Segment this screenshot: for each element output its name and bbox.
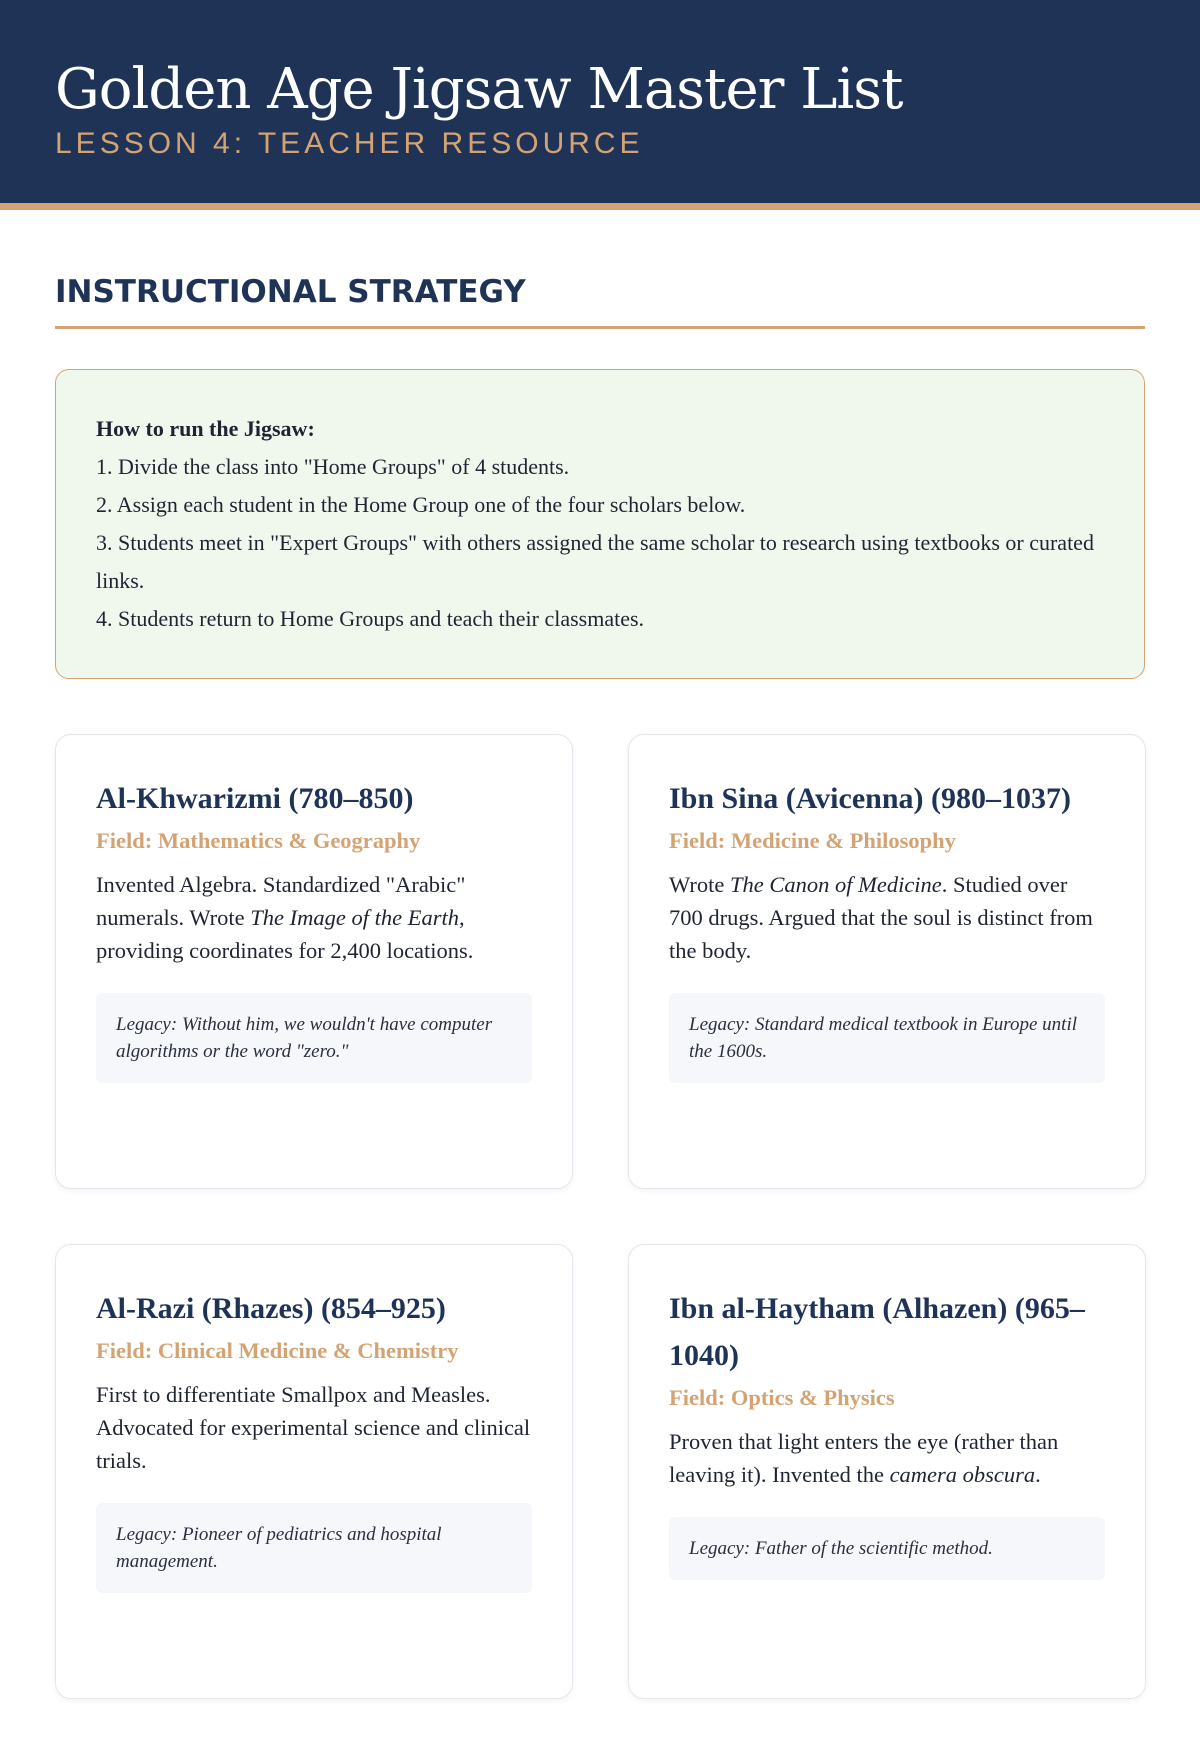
- scholar-description: Invented Algebra. Standardized "Arabic" numerals. Wrote The Image of the Earth, providing coordinates for 2,400 locations.: [96, 872, 474, 963]
- scholar-legacy: Legacy: Without him, we wouldn't have computer algorithms or the word "zero.": [96, 993, 532, 1083]
- strategy-heading: How to run the Jigsaw:: [96, 416, 315, 441]
- scholar-field: Field: Medicine & Philosophy: [669, 828, 956, 853]
- scholar-grid: [55, 734, 1145, 1754]
- scholar-name: Ibn Sina (Avicenna) (980–1037): [669, 782, 1071, 815]
- scholar-legacy: Legacy: Pioneer of pediatrics and hospital management.: [96, 1503, 532, 1593]
- scholar-name: Ibn al-Haytham (Alhazen) (965–1040): [669, 1292, 1085, 1372]
- scholar-legacy: Legacy: Father of the scientific method.: [669, 1517, 1105, 1580]
- scholar-card: [55, 734, 573, 1189]
- scholar-description: Wrote The Canon of Medicine. Studied over 700 drugs. Argued that the soul is distinct from the body.: [669, 872, 1093, 963]
- scholar-field: Field: Clinical Medicine & Chemistry: [96, 1338, 459, 1363]
- scholar-field: Field: Mathematics & Geography: [96, 828, 421, 853]
- scholar-description: Proven that light enters the eye (rather than leaving it). Invented the camera obscura.: [669, 1429, 1059, 1487]
- strategy-step: 1. Divide the class into "Home Groups" of 4 students.: [96, 454, 570, 479]
- page-header: [0, 0, 1200, 210]
- scholar-description: First to differentiate Smallpox and Measles. Advocated for experimental science and clinical trials.: [96, 1382, 531, 1473]
- scholar-field: Field: Optics & Physics: [669, 1385, 895, 1410]
- strategy-step: 4. Students return to Home Groups and teach their classmates.: [96, 606, 645, 631]
- strategy-step: 2. Assign each student in the Home Group one of the four scholars below.: [96, 492, 746, 517]
- scholar-name: Al-Khwarizmi (780–850): [96, 782, 414, 815]
- scholar-legacy: Legacy: Standard medical textbook in Europe until the 1600s.: [669, 993, 1105, 1083]
- main-content: [0, 274, 1200, 1754]
- scholar-card: [628, 734, 1146, 1189]
- strategy-step: 3. Students meet in "Expert Groups" with others assigned the same scholar to research using textbooks or curated links.: [96, 530, 1094, 593]
- scholar-card: [55, 1244, 573, 1699]
- strategy-box: [55, 369, 1145, 679]
- scholar-card: [628, 1244, 1146, 1699]
- page-title: Golden Age Jigsaw Master List: [55, 57, 903, 122]
- scholar-name: Al-Razi (Rhazes) (854–925): [96, 1292, 446, 1325]
- page-subtitle: LESSON 4: TEACHER RESOURCE: [55, 127, 644, 160]
- section-title: INSTRUCTIONAL STRATEGY: [55, 274, 1145, 329]
